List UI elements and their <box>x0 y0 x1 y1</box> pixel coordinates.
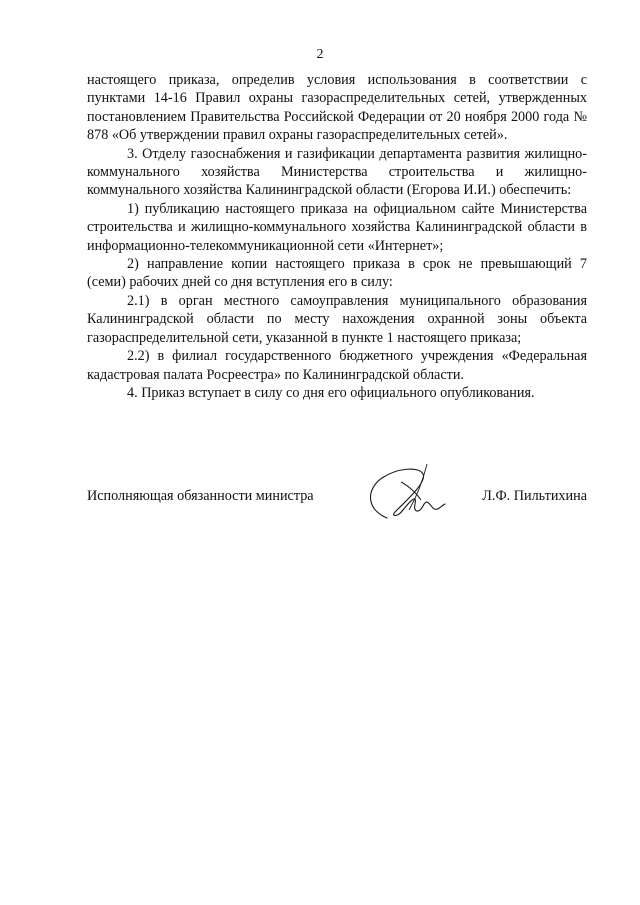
paragraph-item-3-1: 1) публикацию настоящего приказа на официальном сайте Министерства строительства и жилищно-коммунального хозяйства Калининградской области в информационно-телекоммуникационной сети «Интернет»; <box>87 200 587 254</box>
paragraph-item-3: 3. Отделу газоснабжения и газификации департамента развития жилищно-коммунального хозяйства Министерства строительства и жилищно-коммунального хозяйства Калининградской области (Егорова И.И.) обеспечить: <box>87 145 587 199</box>
signatory-name: Л.Ф. Пильтихина <box>482 488 587 504</box>
document-body <box>87 71 587 402</box>
paragraph-item-4: 4. Приказ вступает в силу со дня его официального опубликования. <box>127 384 535 401</box>
signature-block <box>87 480 587 530</box>
paragraph-item-2-1: 2.1) в орган местного самоуправления муниципального образования Калининградской области по месту нахождения охранной зоны объекта газораспределительной сети, указанной в пункте 1 настоящего приказа; <box>87 292 587 346</box>
page-number: 2 <box>316 47 324 62</box>
paragraph-item-3-2: 2) направление копии настоящего приказа в срок не превышающий 7 (семи) рабочих дней со дня вступления его в силу: <box>87 256 587 291</box>
paragraph-continuation: настоящего приказа, определив условия использования в соответствии с пунктами 14-16 Правил охраны газораспределительных сетей, утвержденных постановлением Правительства Российской Федерации от 20 ноября 2000 года № 878 «Об утверждении правил охраны газораспределительных сетей». <box>87 72 587 144</box>
signatory-title: Исполняющая обязанности министра <box>87 488 314 504</box>
paragraph-item-2-2: 2.2) в филиал государственного бюджетного учреждения «Федеральная кадастровая палата Росреестра» по Калининградской области. <box>87 348 587 383</box>
handwritten-signature-icon <box>357 460 467 530</box>
